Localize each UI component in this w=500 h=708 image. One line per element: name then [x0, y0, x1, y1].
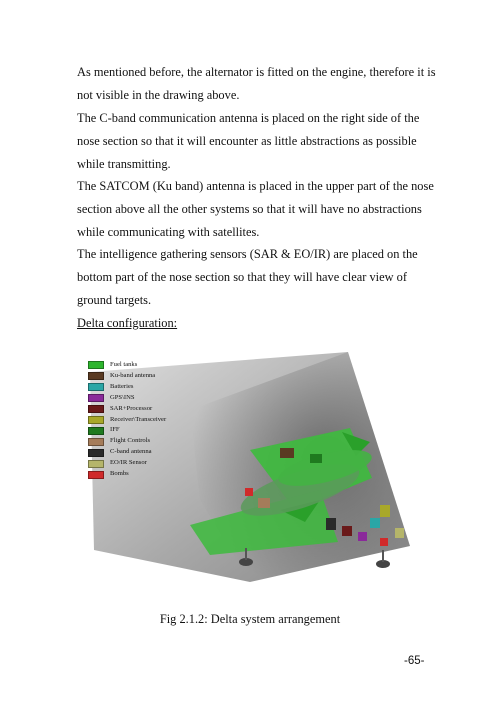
paragraph-alternator: As mentioned before, the alternator is fitted on the engine, therefore it is not visible in the drawing above.: [77, 65, 436, 102]
legend-item: [88, 393, 166, 404]
legend-label: C-band antenna: [110, 448, 152, 456]
legend-item: [88, 447, 166, 458]
box-gps: [358, 532, 367, 541]
legend-swatch: [88, 416, 104, 424]
figure-caption: Fig 2.1.2: Delta system arrangement: [159, 612, 341, 626]
legend-swatch: [88, 460, 104, 468]
legend-label: Bombs: [110, 470, 129, 478]
paragraph-intelligence-sensors: The intelligence gathering sensors (SAR & EO/IR) are placed on the bottom part of the nose section so that they will have clear view of ground targets.: [77, 247, 418, 307]
legend-label: Fuel tanks: [110, 361, 138, 368]
box-receiver: [380, 505, 390, 517]
legend-swatch: [88, 427, 104, 435]
box-iff: [310, 454, 322, 463]
section-heading: Delta configuration:: [77, 316, 178, 330]
legend-label: EO/IR Sensor: [110, 459, 147, 467]
legend-item: [88, 404, 166, 415]
legend-label: Receiver\Transceiver: [110, 415, 167, 423]
box-batteries: [370, 518, 380, 528]
legend-swatch: [88, 372, 104, 380]
legend-label: Flight Controls: [110, 437, 151, 445]
legend-swatch: [88, 405, 104, 413]
paragraph-c-band-antenna: The C-band communication antenna is placed on the right side of the nose section so that it will encounter as little abstractions as possible while transmitting.: [77, 111, 420, 171]
legend-item: [88, 436, 166, 447]
paragraph-satcom-antenna: The SATCOM (Ku band) antenna is placed in the upper part of the nose section above all the other systems so that it will have no abstractions while communicating with satellites.: [77, 179, 434, 239]
box-eo-ir: [395, 528, 404, 538]
box-flight-controls: [258, 498, 270, 508]
box-bomb-2: [245, 488, 253, 496]
legend-swatch: [88, 361, 104, 369]
legend-item: [88, 360, 166, 371]
legend-item: [88, 415, 166, 426]
legend-swatch: [88, 438, 104, 446]
legend-item: [88, 382, 166, 393]
legend-label: GPS\INS: [110, 393, 135, 401]
legend-swatch: [88, 394, 104, 402]
box-ku-band: [280, 448, 294, 458]
legend-swatch: [88, 471, 104, 479]
figure-legend: [88, 360, 166, 480]
box-c-band: [326, 518, 336, 530]
legend-swatch: [88, 449, 104, 457]
page-number: -65-: [404, 655, 425, 667]
legend-item: [88, 371, 166, 382]
legend-label: Batteries: [110, 382, 134, 390]
delta-system-figure: [80, 350, 425, 590]
legend-label: Ku-band antenna: [110, 371, 156, 379]
legend-item: [88, 469, 166, 480]
legend-swatch: [88, 383, 104, 391]
box-sar: [342, 526, 352, 536]
legend-label: IFF: [110, 426, 120, 434]
legend-item: [88, 458, 166, 469]
legend-item: [88, 425, 166, 436]
legend-label: SAR+Processor: [110, 404, 153, 412]
box-bomb-1: [380, 538, 388, 546]
